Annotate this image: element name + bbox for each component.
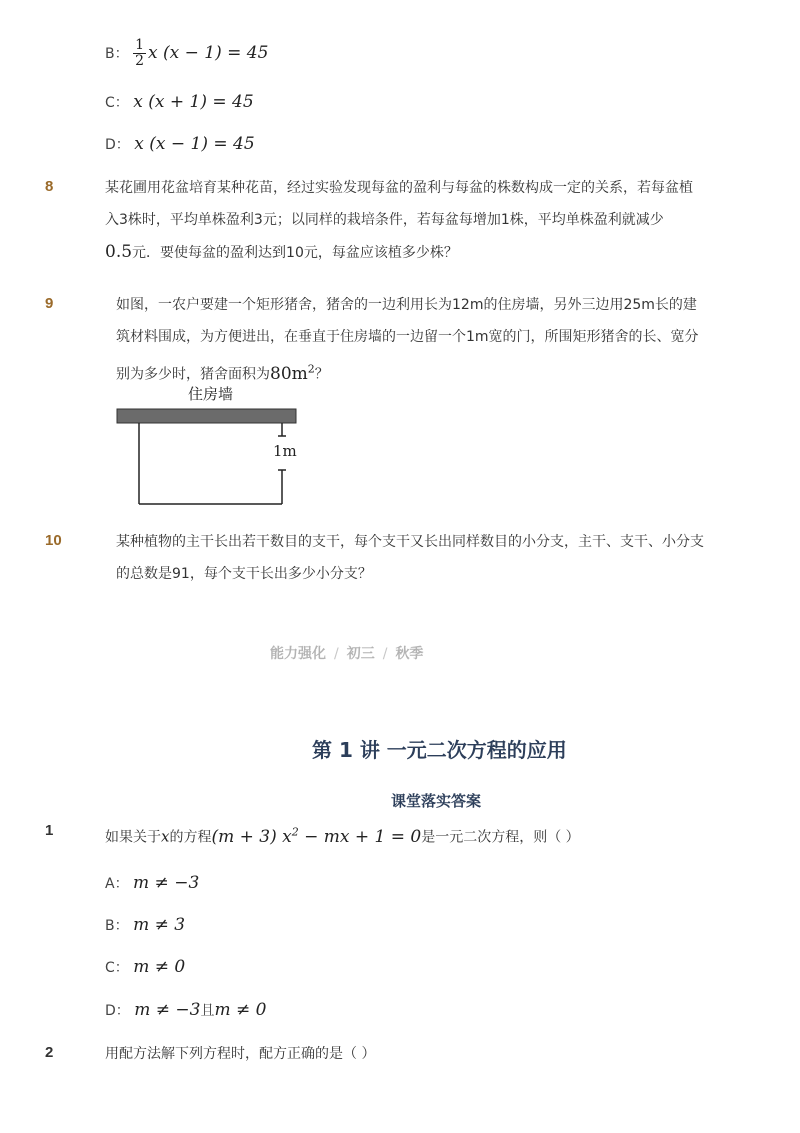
fraction-numerator: 1	[135, 37, 144, 53]
question-10-text	[116, 526, 756, 590]
pig-pen-figure	[116, 380, 316, 510]
option-label: B：	[105, 918, 129, 934]
question-line: 入3株时，平均单株盈利3元；以同样的栽培条件，若每盆每增加1株，平均单株盈利就减少	[105, 212, 664, 228]
question-line-rest: 元．要使每盆的盈利达到10元，每盆应该植多少株？	[132, 245, 458, 261]
option-math	[133, 37, 269, 69]
text-segment: 的方程	[169, 829, 212, 846]
answer-option-a	[105, 873, 199, 893]
option-joiner: 且	[200, 1003, 215, 1019]
option-equation: x (x − 1) = 45	[147, 43, 269, 63]
option-c	[105, 92, 254, 112]
text-segment: 是一元二次方程，则（ ）	[421, 829, 580, 846]
question-line: 的总数是91，每个支干长出多少小分支？	[116, 566, 372, 582]
question-8-text	[105, 172, 745, 269]
superscript: 2	[291, 825, 299, 838]
house-wall	[117, 409, 296, 423]
superscript: 2	[307, 362, 315, 375]
question-2-text: 用配方法解下列方程时，配方正确的是（ ）	[105, 1046, 376, 1062]
footer-separator: /	[382, 646, 388, 662]
option-label: C：	[105, 960, 129, 976]
option-equation: x (x + 1) = 45	[133, 92, 254, 112]
section-title: 第 1 讲 一元二次方程的应用	[312, 738, 567, 762]
question-9-text	[116, 289, 756, 391]
option-equation: x (x − 1) = 45	[134, 134, 255, 154]
question-number-10: 10	[45, 532, 62, 549]
answer-option-d	[105, 1000, 266, 1020]
option-b	[105, 38, 268, 69]
option-d	[105, 134, 255, 154]
question-line: 某种植物的主干长出若干数目的支干，每个支干又长出同样数目的小分支，主干、支干、小分支	[116, 534, 704, 550]
option-equation: m ≠ −3	[133, 873, 200, 893]
equation-rest: − mx + 1 = 0	[298, 826, 422, 847]
question-line-end: ？	[314, 366, 329, 383]
footer-separator: /	[334, 646, 339, 662]
page-footer	[270, 643, 423, 663]
variable-x: x	[161, 827, 170, 846]
question-line	[105, 236, 745, 269]
text-segment: 如果关于	[105, 829, 161, 846]
question-line: 某花圃用花盆培育某种花苗，经过实验发现每盆的盈利与每盆的株数构成一定的关系，若每盆植	[105, 180, 693, 196]
question-line-start: 别为多少时，猪舍面积为	[116, 366, 270, 383]
question-number-8: 8	[45, 178, 54, 195]
section-subtitle: 课堂落实答案	[391, 792, 482, 810]
option-equation: m ≠ −3	[134, 1000, 201, 1020]
door-label: 1m	[273, 442, 297, 460]
option-label: C：	[105, 95, 129, 111]
footer-part-course: 能力强化	[270, 646, 326, 662]
option-label: D：	[105, 1003, 130, 1019]
answer-option-c	[105, 957, 185, 977]
equation	[211, 827, 421, 847]
answer-option-b	[105, 915, 185, 935]
area-value: 80m	[270, 363, 308, 384]
option-equation-2: m ≠ 0	[214, 1000, 267, 1020]
question-1-text	[105, 816, 580, 854]
option-equation: m ≠ 3	[133, 915, 186, 935]
question-number-9: 9	[45, 295, 54, 312]
fraction-denominator: 2	[135, 53, 144, 69]
fraction	[133, 38, 146, 69]
footer-part-grade: 初三	[346, 646, 375, 662]
equation-part: (m + 3) x	[211, 826, 292, 847]
question-number-2: 2	[45, 1044, 54, 1061]
footer-part-term: 秋季	[395, 646, 424, 662]
inline-math: 0.5	[105, 242, 133, 262]
option-label: D：	[105, 137, 130, 153]
question-line: 筑材料围成，为方便进出，在垂直于住房墙的一边留一个1m宽的门，所围矩形猪舍的长、宽分	[116, 329, 699, 345]
question-number-1: 1	[45, 822, 54, 839]
question-line: 如图，一农户要建一个矩形猪舍，猪舍的一边利用长为12m的住房墙，另外三边用25m长的建	[116, 297, 697, 313]
option-label: A：	[105, 876, 129, 892]
option-label: B：	[105, 46, 129, 62]
wall-label: 住房墙	[188, 385, 234, 403]
option-equation: m ≠ 0	[133, 957, 186, 977]
